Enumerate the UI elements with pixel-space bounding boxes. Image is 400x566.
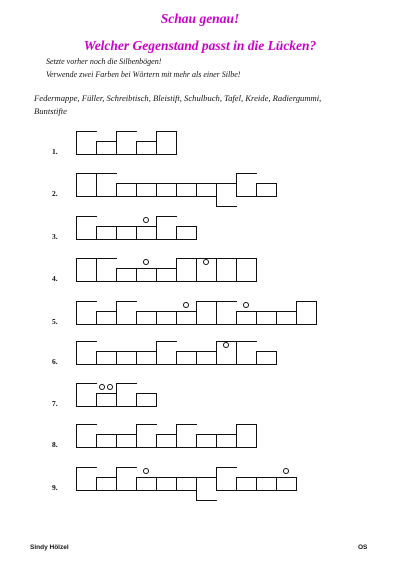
- instruction-2: Verwende zwei Farben bei Wörtern mit mehr als einer Silbe!: [46, 70, 241, 79]
- letter-box[interactable]: [116, 183, 137, 197]
- letter-box[interactable]: [216, 434, 237, 448]
- letter-box[interactable]: [236, 477, 257, 491]
- letter-box[interactable]: [156, 434, 177, 448]
- letter-box[interactable]: [136, 226, 157, 240]
- umlaut-dot-icon: [99, 384, 105, 390]
- letter-box[interactable]: [96, 393, 117, 407]
- letter-box[interactable]: [96, 258, 117, 282]
- letter-box[interactable]: [96, 141, 117, 155]
- letter-box[interactable]: [116, 131, 137, 155]
- letter-box[interactable]: [116, 301, 137, 325]
- letter-box[interactable]: [96, 173, 117, 197]
- letter-box[interactable]: [196, 301, 217, 325]
- letter-box[interactable]: [236, 258, 257, 282]
- letter-box[interactable]: [116, 226, 137, 240]
- row-number: 6.: [52, 357, 58, 366]
- umlaut-dot-icon: [243, 302, 249, 308]
- word-list: Federmappe, Füller, Schreibtisch, Bleistift, Schulbuch, Tafel, Kreide, Radiergummi, Buntstifte: [34, 93, 322, 116]
- row-number: 7.: [52, 399, 58, 408]
- letter-box[interactable]: [76, 173, 97, 197]
- letter-box[interactable]: [176, 183, 197, 197]
- row-number: 3.: [52, 232, 58, 241]
- letter-box[interactable]: [276, 477, 297, 491]
- umlaut-dot-icon: [143, 259, 149, 265]
- row-number: 4.: [52, 274, 58, 283]
- letter-box[interactable]: [216, 258, 237, 282]
- letter-box[interactable]: [136, 393, 157, 407]
- letter-box[interactable]: [156, 311, 177, 325]
- letter-box[interactable]: [176, 311, 197, 325]
- letter-box[interactable]: [176, 258, 197, 282]
- letter-box[interactable]: [76, 383, 97, 407]
- letter-box[interactable]: [116, 351, 137, 365]
- letter-box[interactable]: [76, 341, 97, 365]
- letter-box[interactable]: [96, 311, 117, 325]
- row-number: 1.: [52, 147, 58, 156]
- letter-box[interactable]: [76, 467, 97, 491]
- page-subtitle: Welcher Gegenstand passt in die Lücken?: [83, 38, 317, 53]
- letter-box[interactable]: [156, 216, 177, 240]
- letter-box[interactable]: [276, 311, 297, 325]
- footer-author: Sindy Hölzel: [30, 544, 69, 551]
- row-number: 2.: [52, 189, 58, 198]
- letter-box[interactable]: [256, 477, 277, 491]
- letter-box[interactable]: [136, 311, 157, 325]
- letter-box[interactable]: [116, 268, 137, 282]
- letter-box[interactable]: [76, 131, 97, 155]
- letter-box[interactable]: [76, 301, 97, 325]
- letter-box[interactable]: [176, 351, 197, 365]
- letter-box[interactable]: [236, 173, 257, 197]
- letter-box[interactable]: [76, 216, 97, 240]
- letter-box[interactable]: [176, 424, 197, 448]
- instruction-1: Setzte vorher noch die Silbenbögen!: [46, 57, 162, 66]
- umlaut-dot-icon: [223, 342, 229, 348]
- letter-box[interactable]: [216, 467, 237, 491]
- letter-box[interactable]: [216, 183, 237, 207]
- umlaut-dot-icon: [183, 302, 189, 308]
- letter-box[interactable]: [116, 467, 137, 491]
- page-title: Schau genau!: [160, 11, 240, 26]
- letter-box[interactable]: [116, 383, 137, 407]
- letter-box[interactable]: [156, 183, 177, 197]
- letter-box[interactable]: [236, 311, 257, 325]
- umlaut-dot-icon: [107, 384, 113, 390]
- letter-box[interactable]: [96, 351, 117, 365]
- letter-box[interactable]: [236, 341, 257, 365]
- letter-box[interactable]: [96, 434, 117, 448]
- letter-box[interactable]: [76, 258, 97, 282]
- letter-box[interactable]: [196, 434, 217, 448]
- letter-box[interactable]: [296, 301, 317, 325]
- letter-box[interactable]: [256, 351, 277, 365]
- letter-box[interactable]: [156, 131, 177, 155]
- row-number: 8.: [52, 440, 58, 449]
- letter-box[interactable]: [136, 268, 157, 282]
- letter-box[interactable]: [136, 141, 157, 155]
- letter-box[interactable]: [96, 226, 117, 240]
- letter-box[interactable]: [176, 226, 197, 240]
- row-number: 5.: [52, 317, 58, 326]
- letter-box[interactable]: [156, 477, 177, 491]
- letter-box[interactable]: [136, 351, 157, 365]
- letter-box[interactable]: [256, 183, 277, 197]
- footer-code: OS: [358, 544, 368, 551]
- letter-box[interactable]: [256, 311, 277, 325]
- letter-box[interactable]: [96, 477, 117, 491]
- letter-box[interactable]: [76, 424, 97, 448]
- letter-box[interactable]: [196, 183, 217, 197]
- umlaut-dot-icon: [283, 468, 289, 474]
- letter-box[interactable]: [136, 477, 157, 491]
- umlaut-dot-icon: [143, 217, 149, 223]
- letter-box[interactable]: [216, 301, 237, 325]
- letter-box[interactable]: [196, 351, 217, 365]
- letter-box[interactable]: [176, 477, 197, 491]
- letter-box[interactable]: [116, 434, 137, 448]
- umlaut-dot-icon: [143, 468, 149, 474]
- letter-box[interactable]: [136, 424, 157, 448]
- row-number: 9.: [52, 483, 58, 492]
- letter-box[interactable]: [236, 424, 257, 448]
- letter-box[interactable]: [136, 183, 157, 197]
- letter-box[interactable]: [196, 477, 217, 501]
- letter-box[interactable]: [156, 268, 177, 282]
- umlaut-dot-icon: [203, 259, 209, 265]
- letter-box[interactable]: [156, 341, 177, 365]
